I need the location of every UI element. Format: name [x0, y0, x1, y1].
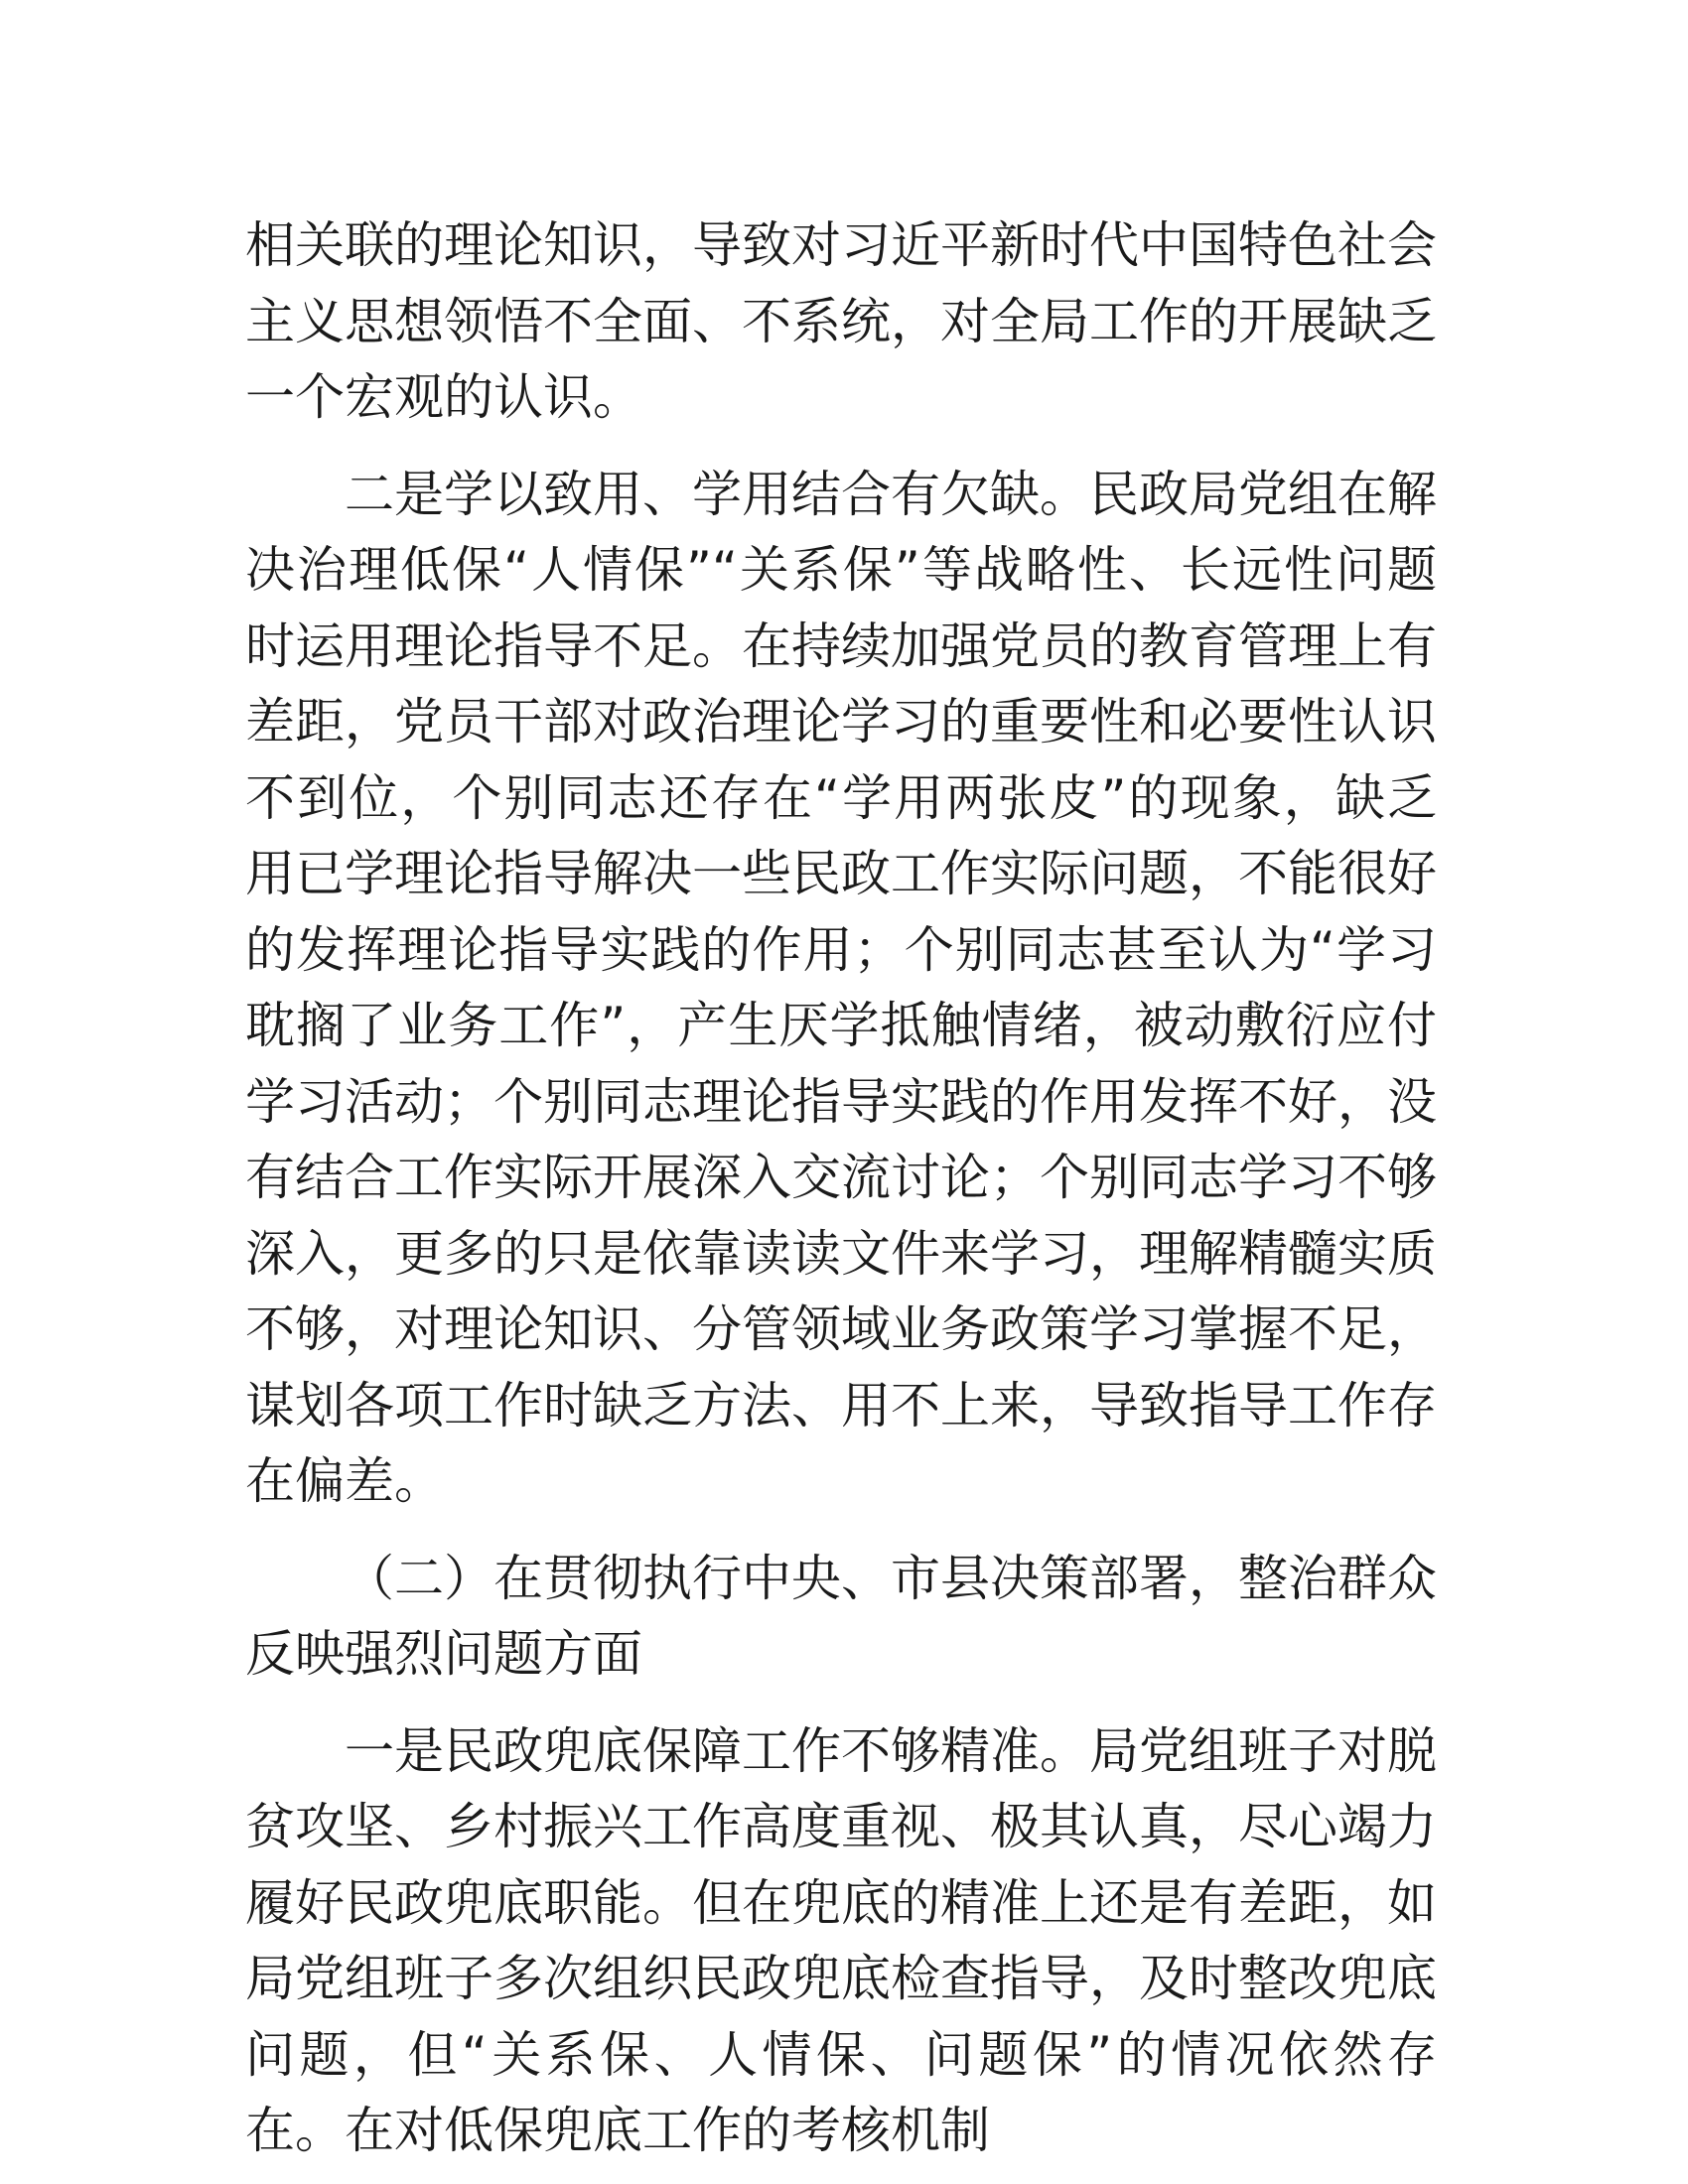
section-heading: （二）在贯彻执行中央、市县决策部署，整治群众反映强烈问题方面 — [245, 1549, 1437, 1683]
paragraph-study-application: 二是学以致用、学用结合有欠缺。民政局党组在解决治理低保“人情保”“关系保”等战略性、长远性问题时运用理论指导不足。在持续加强党员的教育管理上有差距，党员干部对政治理论学习的重要性和必要性认识不到位，个别同志还存在“学用两张皮”的现象，缺乏用已学理论指导解决一些民政工作实际问题，不能很好的发挥理论指导实践的作用；个别同志甚至认为“学习耽搁了业务工作”，产生厌学抵触情绪，被动敷衍应付学习活动；个别同志理论指导实践的作用发挥不好，没有结合工作实际开展深入交流讨论；个别同志学习不够深入，更多的只是依靠读读文件来学习，理解精髓实质不够，对理论知识、分管领域业务政策学习掌握不足，谋划各项工作时缺乏方法、用不上来，导致指导工作存在偏差。 — [245, 465, 1437, 1510]
document-body — [245, 207, 1437, 2169]
paragraph-civil-affairs-guarantee: 一是民政兜底保障工作不够精准。局党组班子对脱贫攻坚、乡村振兴工作高度重视、极其认真，尽心竭力履好民政兜底职能。但在兜底的精准上还是有差距，如局党组班子多次组织民政兜底检查指导，及时整改兜底问题，但“关系保、人情保、问题保”的情况依然存在。在对低保兜底工作的考核机制 — [245, 1721, 1437, 2159]
paragraph-continuation: 相关联的理论知识，导致对习近平新时代中国特色社会主义思想领悟不全面、不系统，对全局工作的开展缺乏一个宏观的认识。 — [245, 216, 1437, 426]
